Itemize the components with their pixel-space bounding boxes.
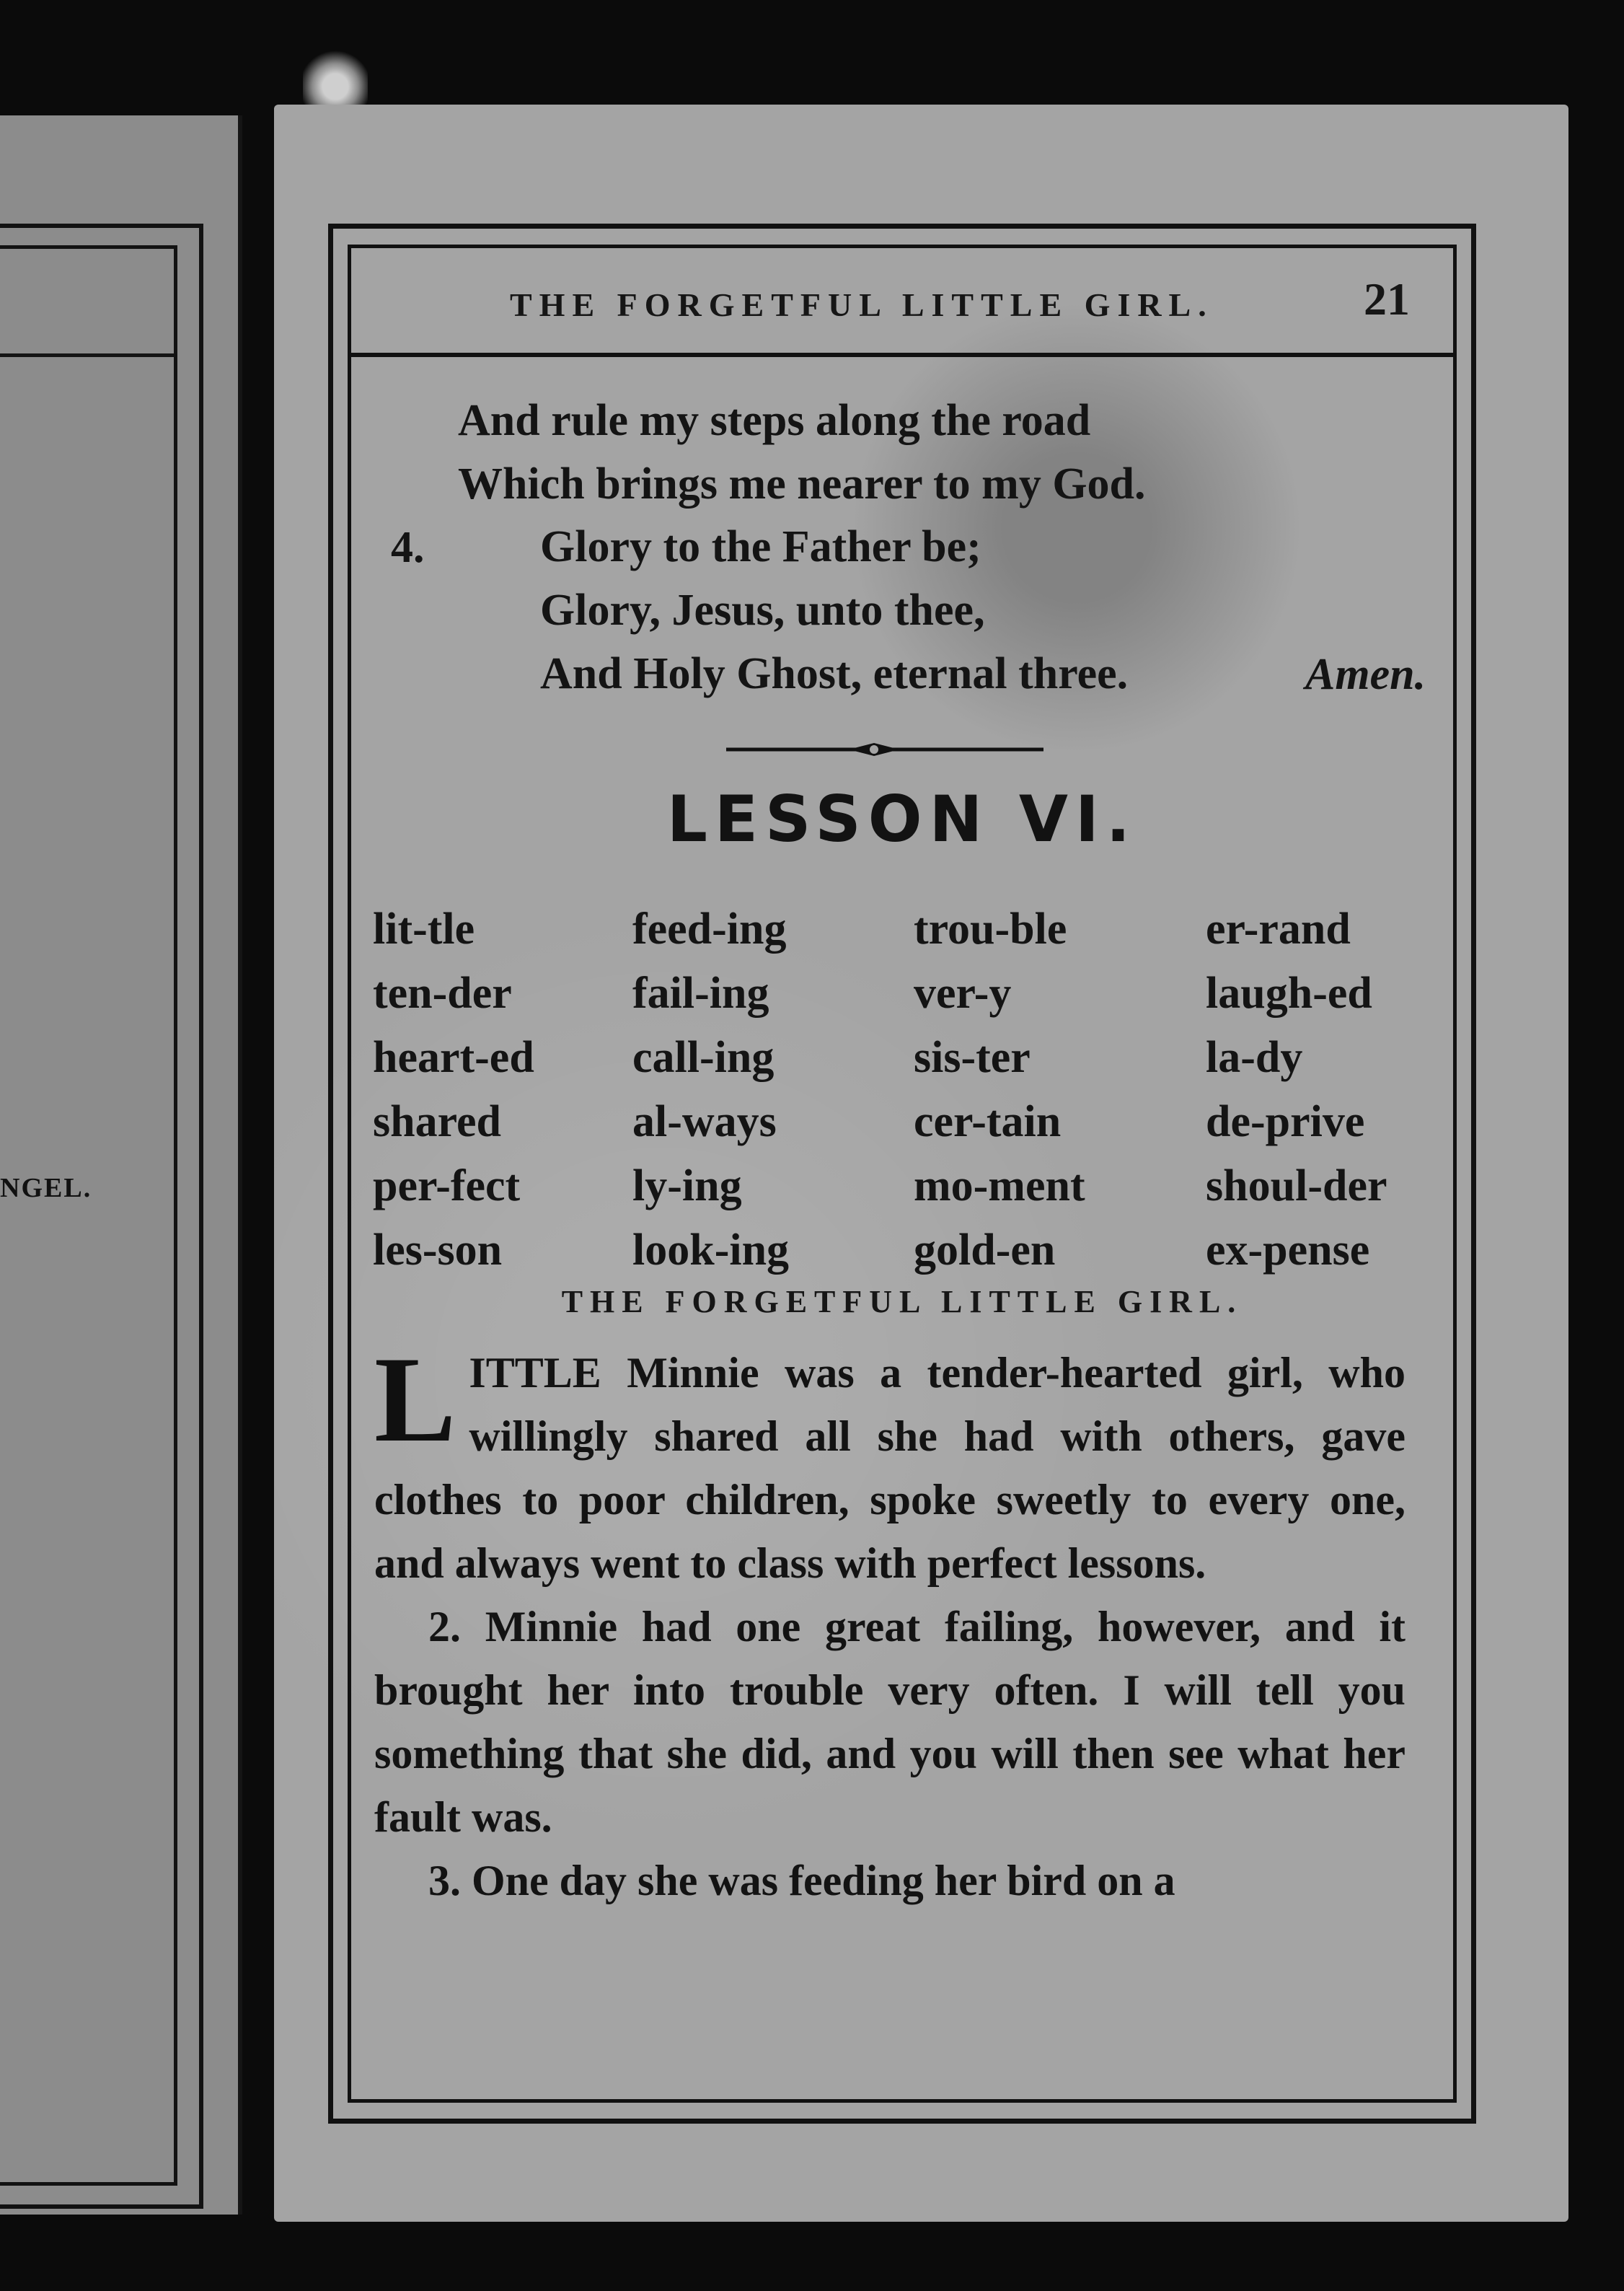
spelling-word: ly-ing	[632, 1161, 742, 1210]
running-head	[351, 248, 1453, 357]
running-head-title: THE FORGETFUL LITTLE GIRL.	[510, 286, 1214, 323]
book-page	[274, 105, 1568, 2222]
hymn-line: And rule my steps along the road	[458, 396, 1091, 445]
spelling-word: ver-y	[914, 969, 1012, 1018]
spelling-word: call-ing	[632, 1033, 775, 1082]
spelling-word: al-ways	[632, 1097, 777, 1146]
drop-cap: L	[374, 1332, 456, 1467]
spelling-word: la-dy	[1206, 1033, 1303, 1082]
story-paragraph-1	[374, 1332, 1405, 1595]
amen: Amen.	[1305, 650, 1426, 699]
story-paragraph-1-text: ITTLE Minnie was a tender-hearted girl, who willingly shared all she had with others, gave clothes to poor children, spoke sweetly to every one, and always went to class with perfect lessons.	[374, 1349, 1405, 1587]
hymn-line: Which brings me nearer to my God.	[458, 459, 1146, 509]
spelling-word: ten-der	[373, 969, 512, 1018]
spelling-word: gold-en	[914, 1226, 1056, 1275]
spelling-column	[1206, 897, 1387, 1283]
spelling-word: laugh-ed	[1206, 969, 1372, 1018]
spelling-word: sis-ter	[914, 1033, 1031, 1082]
story-paragraph-2: 2. Minnie had one great failing, however, and it brought her into trouble very often. I will tell you something that she did, and you will then see what her fault was.	[374, 1603, 1405, 1841]
page-inner-border	[348, 245, 1457, 2103]
spelling-word: per-fect	[373, 1161, 521, 1210]
spelling-word: shoul-der	[1206, 1161, 1387, 1210]
story-body	[374, 1332, 1405, 1912]
spelling-word: look-ing	[632, 1226, 790, 1275]
spelling-word: shared	[373, 1097, 502, 1146]
spelling-word: les-son	[373, 1226, 503, 1275]
spelling-word: lit-tle	[373, 905, 475, 954]
lesson-title: LESSON VI.	[666, 782, 1138, 856]
hymn-line: Glory, Jesus, unto thee,	[540, 586, 985, 635]
ornament-divider	[726, 739, 1043, 760]
page-number: 21	[1364, 273, 1410, 325]
left-page-inner-border	[0, 245, 177, 2186]
spelling-word: fail-ing	[632, 969, 769, 1018]
stanza-number: 4.	[391, 523, 425, 572]
left-page-text-fragment: NGEL.	[0, 1173, 92, 1203]
spelling-word: feed-ing	[632, 905, 787, 954]
hymn-line: And Holy Ghost, eternal three.	[540, 649, 1129, 698]
spelling-word: de-prive	[1206, 1097, 1365, 1146]
story-paragraph-3: 3. One day she was feeding her bird on a	[428, 1857, 1175, 1904]
spelling-word: ex-pense	[1206, 1226, 1370, 1275]
page-outer-border	[328, 224, 1476, 2124]
left-page-header-rule	[0, 353, 175, 357]
spelling-column	[373, 897, 534, 1283]
spelling-column	[914, 897, 1085, 1283]
story-title: THE FORGETFUL LITTLE GIRL.	[561, 1284, 1243, 1319]
spelling-word: trou-ble	[914, 905, 1067, 954]
spelling-word: heart-ed	[373, 1033, 534, 1082]
hymn-line: Glory to the Father be;	[540, 522, 981, 571]
spelling-column	[632, 897, 789, 1283]
spelling-word: mo-ment	[914, 1161, 1085, 1210]
spelling-word: cer-tain	[914, 1097, 1062, 1146]
left-page-edge	[0, 115, 242, 2215]
spelling-word: er-rand	[1206, 905, 1351, 954]
